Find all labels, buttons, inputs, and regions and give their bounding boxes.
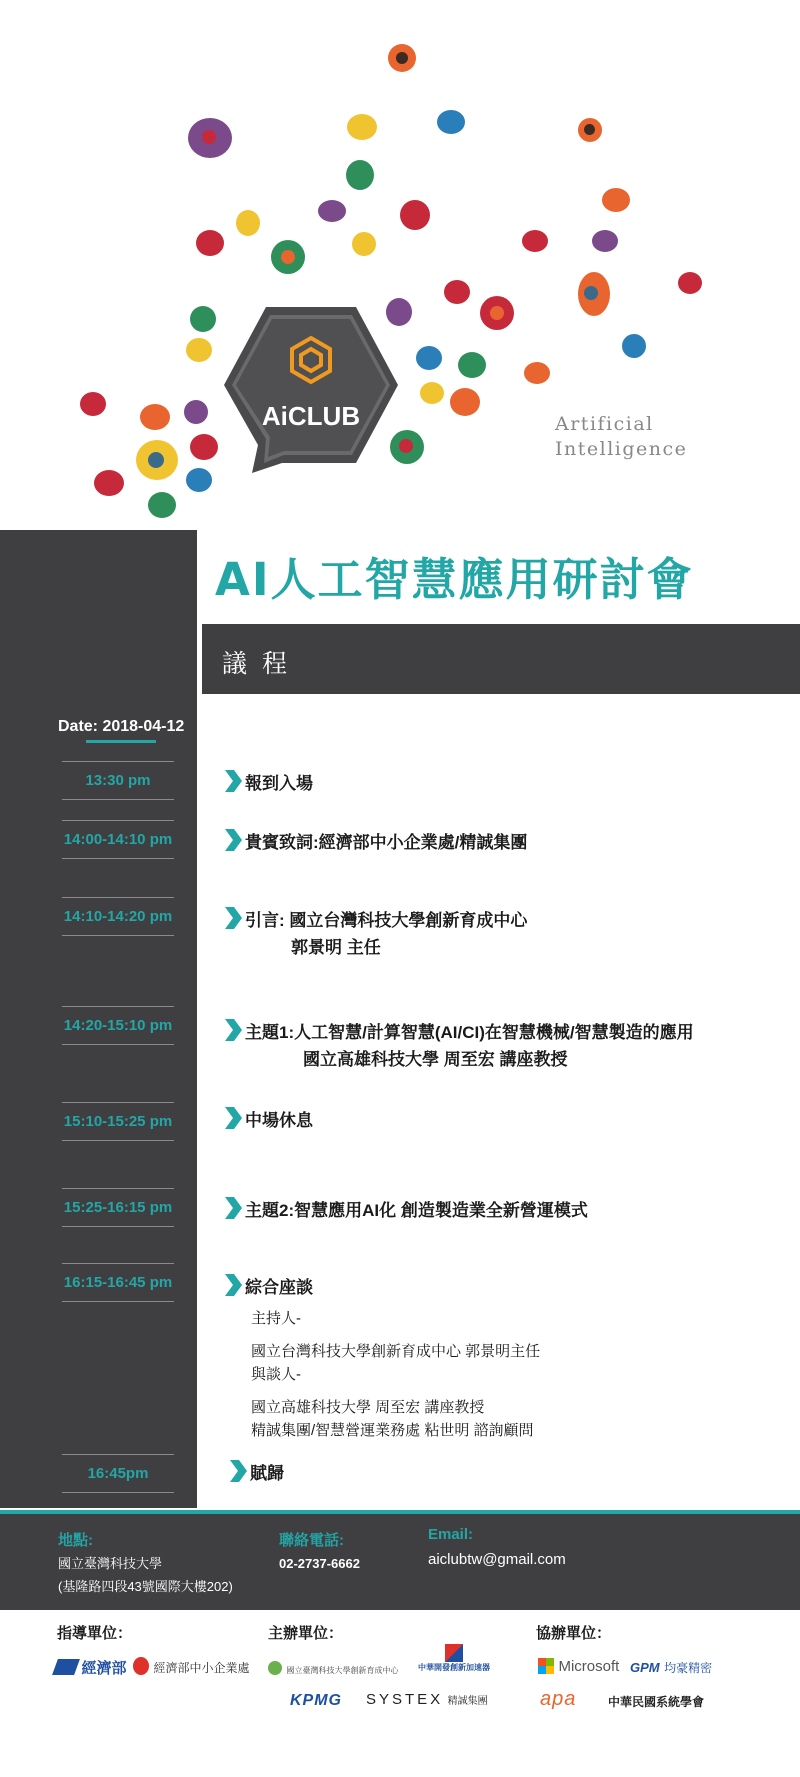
advisor-logo-moea: 經濟部 <box>55 1657 126 1678</box>
person-figure <box>148 492 176 518</box>
time-label: 14:00-14:10 pm <box>63 831 173 848</box>
time-label: 14:10-14:20 pm <box>63 908 173 925</box>
agenda-item-text: 賦歸 <box>250 1464 284 1483</box>
agenda-item-text: 綜合座談 <box>245 1278 313 1297</box>
email-address[interactable]: aiclubtw@gmail.com <box>428 1551 566 1568</box>
agenda-item-text: 中場休息 <box>245 1111 313 1130</box>
location-label: 地點: <box>58 1532 93 1549</box>
panelist: 國立高雄科技大學 周至宏 講座教授 <box>251 1399 485 1416</box>
agenda-item-text: 貴賓致詞:經濟部中小企業處/精誠集團 <box>245 833 528 852</box>
person-figure <box>416 346 442 370</box>
organizer-logo-cdib: 中華開發創新加速器 <box>418 1644 490 1673</box>
person-figure <box>140 404 170 430</box>
person-figure <box>602 188 630 212</box>
person-figure <box>578 118 602 142</box>
person-figure <box>458 352 486 378</box>
time-label: 15:25-16:15 pm <box>63 1199 173 1216</box>
sme-icon <box>133 1657 149 1675</box>
person-figure <box>184 400 208 424</box>
person-figure <box>622 334 646 358</box>
person-figure <box>592 230 618 252</box>
chevron-right-icon <box>225 1019 242 1041</box>
person-figure <box>190 434 218 460</box>
chevron-right-icon <box>225 770 242 792</box>
agenda-item <box>225 829 527 856</box>
agenda-item-text: 主題2:智慧應用AI化 創造製造業全新營運模式 <box>245 1201 588 1220</box>
advisor-logo-sme: 經濟部中小企業處 <box>133 1657 249 1677</box>
moea-icon <box>52 1659 80 1675</box>
agenda-item <box>225 1197 588 1224</box>
panel-details <box>251 1307 540 1442</box>
organizer-logo-ntust: 國立臺灣科技大學創新育成中心 <box>268 1660 398 1678</box>
host-name: 國立台灣科技大學創新育成中心 郭景明主任 <box>251 1343 541 1360</box>
agenda-item <box>225 1107 313 1134</box>
agenda-item-text: 報到入場 <box>245 774 313 793</box>
agenda-item <box>225 907 527 961</box>
person-figure <box>236 210 260 236</box>
organizer-label: 主辦單位： <box>268 1625 344 1642</box>
agenda-item <box>225 1019 694 1073</box>
time-label: 16:15-16:45 pm <box>63 1274 173 1291</box>
organizer-logo-systex: SYSTEX 精誠集團 <box>366 1691 488 1708</box>
co-logo-apa: apa <box>540 1688 577 1710</box>
sponsors-section <box>0 1610 800 1777</box>
advisor-label: 指導單位： <box>57 1625 133 1642</box>
agenda-header-bar <box>202 624 800 694</box>
person-figure <box>578 272 610 316</box>
chevron-right-icon <box>225 1274 242 1296</box>
person-figure <box>678 272 702 294</box>
person-figure <box>188 118 232 158</box>
person-figure <box>450 388 480 416</box>
ntust-icon <box>268 1661 282 1675</box>
time-slot <box>62 897 174 936</box>
person-figure <box>388 44 416 72</box>
person-figure <box>437 110 465 134</box>
date-underline <box>86 740 156 743</box>
person-figure <box>444 280 470 304</box>
time-slot <box>62 1454 174 1493</box>
person-figure <box>186 338 212 362</box>
agenda-item <box>225 1274 313 1301</box>
tagline <box>555 412 687 462</box>
person-figure <box>352 232 376 256</box>
phone-label: 聯絡電話: <box>279 1532 344 1549</box>
location-line2: (基隆路四段43號國際大樓202) <box>58 1579 233 1594</box>
host-label: 主持人- <box>251 1310 301 1327</box>
location-line1: 國立臺灣科技大學 <box>58 1556 163 1571</box>
time-slot <box>62 1006 174 1045</box>
agenda-item-text: 引言: 國立台灣科技大學創新育成中心 <box>245 911 528 930</box>
chevron-right-icon <box>225 907 242 929</box>
phone-number: 02-2737-6662 <box>279 1556 360 1571</box>
tagline-line1: Artificial <box>555 413 654 435</box>
person-figure <box>400 200 430 230</box>
panelist: 精誠集團/智慧營運業務處 粘世明 諮詢顧問 <box>251 1422 534 1439</box>
person-figure <box>522 230 548 252</box>
chevron-right-icon <box>225 1197 242 1219</box>
agenda-item <box>230 1460 284 1487</box>
agenda-header: 議 程 <box>222 650 291 678</box>
agenda-item-text: 主題1:人工智慧/計算智慧(AI/CI)在智慧機械/智慧製造的應用 <box>245 1023 694 1042</box>
person-figure <box>196 230 224 256</box>
co-organizer-label: 協辦單位： <box>536 1625 612 1642</box>
time-label: 16:45pm <box>87 1465 149 1482</box>
time-slot <box>62 761 174 800</box>
microsoft-icon <box>538 1658 554 1674</box>
chevron-right-icon <box>230 1460 247 1482</box>
time-label: 14:20-15:10 pm <box>63 1017 173 1034</box>
agenda-item <box>225 770 313 797</box>
person-figure <box>346 160 374 190</box>
time-slot <box>62 820 174 859</box>
person-figure <box>480 296 514 330</box>
person-figure <box>271 240 305 274</box>
person-figure <box>186 468 212 492</box>
event-date: Date: 2018-04-12 <box>58 718 185 735</box>
aiclub-logo <box>222 305 400 473</box>
logo-text: AiCLUB <box>261 401 361 431</box>
event-title: AI人工智慧應用研討會 <box>215 553 694 606</box>
person-figure <box>136 440 178 480</box>
agenda-item-subtext: 郭景明 主任 <box>291 938 381 957</box>
time-slot <box>62 1188 174 1227</box>
time-label: 13:30 pm <box>85 772 151 789</box>
person-figure <box>318 200 346 222</box>
co-logo-system-society: 中華民國系統學會 <box>608 1695 705 1709</box>
agenda-item-subtext: 國立高雄科技大學 周至宏 講座教授 <box>303 1050 568 1069</box>
time-slot <box>62 1102 174 1141</box>
person-figure <box>420 382 444 404</box>
cdib-icon <box>445 1644 463 1662</box>
person-figure <box>347 114 377 140</box>
chevron-right-icon <box>225 1107 242 1129</box>
organizer-logo-kpmg: KPMG <box>290 1692 342 1709</box>
tagline-line2: Intelligence <box>555 438 688 460</box>
co-logo-gpm: GPM 均豪精密 <box>630 1660 713 1675</box>
panelists-label: 與談人- <box>251 1366 301 1383</box>
person-figure <box>524 362 550 384</box>
person-figure <box>94 470 124 496</box>
time-label: 15:10-15:25 pm <box>63 1113 173 1130</box>
person-figure <box>190 306 216 332</box>
co-logo-microsoft: Microsoft <box>538 1658 619 1676</box>
person-figure <box>80 392 106 416</box>
email-label: Email: <box>428 1526 474 1543</box>
hero-illustration <box>0 0 800 530</box>
time-slot <box>62 1263 174 1302</box>
contact-footer <box>0 1514 800 1610</box>
chevron-right-icon <box>225 829 242 851</box>
